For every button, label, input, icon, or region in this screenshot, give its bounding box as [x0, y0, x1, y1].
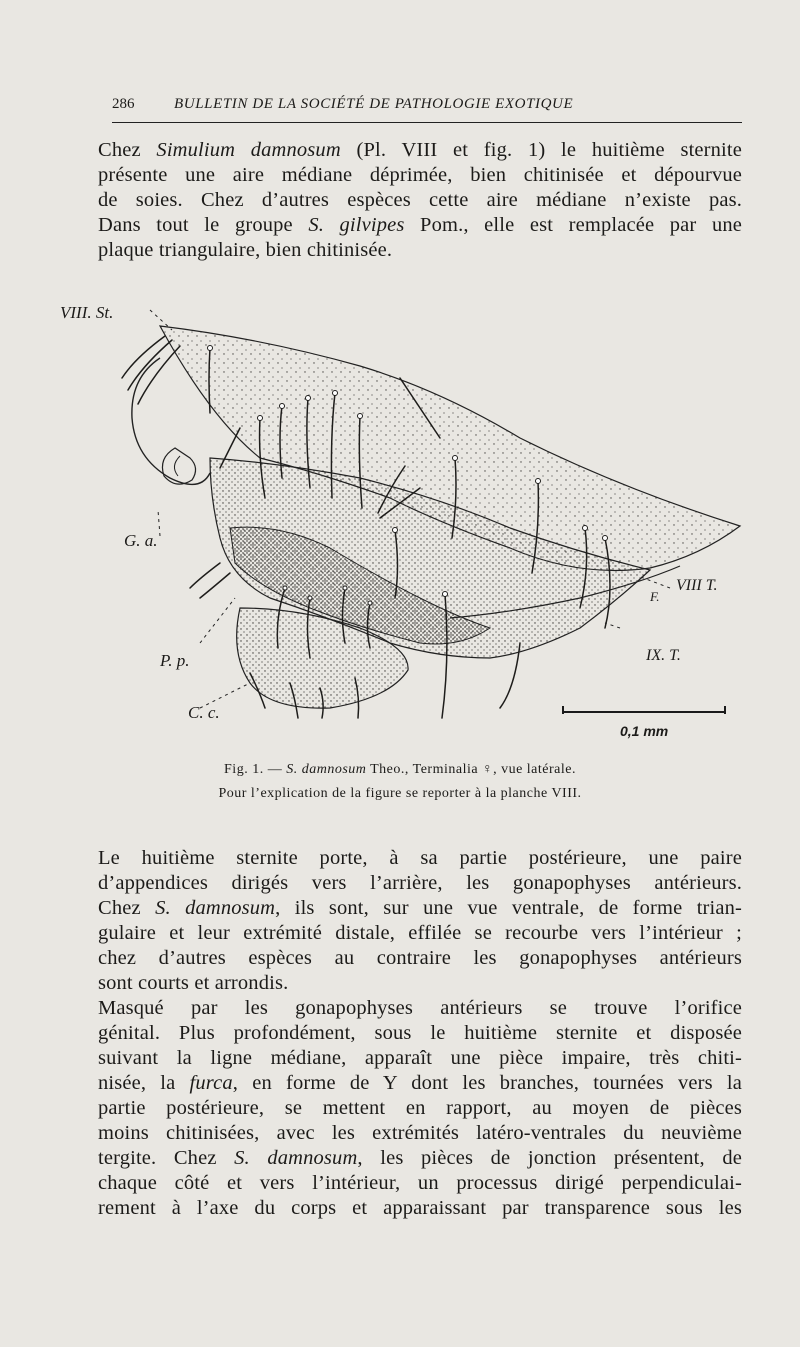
header-rule — [112, 122, 742, 123]
figure-caption-line-2: Pour l’explication de la figure se reporter à la planche VIII. — [218, 786, 582, 801]
taxon-name: S. damnosum — [155, 897, 276, 919]
paragraph-3: Masqué par les gonapophyses antérieurs se trouve l’orifice génital. Plus profondément, sous le huitième sternite et disposée suivant la ligne médiane, apparaît une pièce impaire, très chiti- nisée, la furca, en forme de Y dont les branches, tournées vers la partie postérieure, se mettent en rapport, au moyen de pièces moins chitinisées, avec les extrémités latéro-ventrales du neuvième tergite. Chez S. damnosum, les pièces de jonction présentent, de chaque côté et vers l’intérieur, un processus dirigé perpendiculai- rement à l’axe du corps et apparaissant par transparence sous les — [98, 997, 742, 1219]
taxon-name: S. damnosum — [234, 1147, 358, 1169]
journal-title: BULLETIN DE LA SOCIÉTÉ DE PATHOLOGIE EXOTIQUE — [174, 96, 574, 112]
anatomical-figure — [60, 298, 750, 768]
caption-taxon: S. damnosum — [286, 762, 367, 777]
label-ga: G. a. — [124, 531, 158, 550]
paragraph-1: Chez Simulium damnosum (Pl. VIII et fig. 1) le huitième sternite présente une aire médiane déprimée, bien chitinisée et dépourvue de soies. Chez d’autres espèces cette aire médiane n’existe pas. Dans tout le groupe S. gilvipes Pom., elle est remplacée par une plaque triangulaire, bien chitinisée. — [98, 139, 742, 261]
paragraph-2: Le huitième sternite porte, à sa partie postérieure, une paire d’appendices dirigés vers l’arrière, les gonapophyses antérieurs. Chez S. damnosum, ils sont, sur une vue ventrale, de forme trian- gulaire et leur extrémité distale, effilée se recourbe vers l’intérieur ; chez d’autres espèces au contraire les gonapophyses antérieurs sont courts et arrondis. — [98, 847, 742, 994]
label-pp: P. p. — [160, 651, 190, 670]
label-viii-st: VIII. St. — [60, 303, 114, 322]
running-header — [112, 92, 740, 118]
label-cc: C. c. — [188, 703, 220, 722]
label-f: F. — [650, 589, 660, 604]
figure-caption-line-1: Fig. 1. — S. damnosum Theo., Terminalia ♀, vue latérale. — [224, 762, 576, 777]
scale-bar-label: 0,1 mm — [620, 723, 669, 739]
taxon-name: S. gilvipes — [308, 214, 405, 236]
label-viii-t: VIII T. — [676, 577, 718, 594]
label-ix-t: IX. T. — [646, 647, 681, 664]
term-furca: furca — [189, 1072, 233, 1094]
taxon-name: Simulium damnosum — [156, 139, 341, 161]
scale-bar — [563, 706, 725, 714]
page-number: 286 — [112, 96, 135, 112]
